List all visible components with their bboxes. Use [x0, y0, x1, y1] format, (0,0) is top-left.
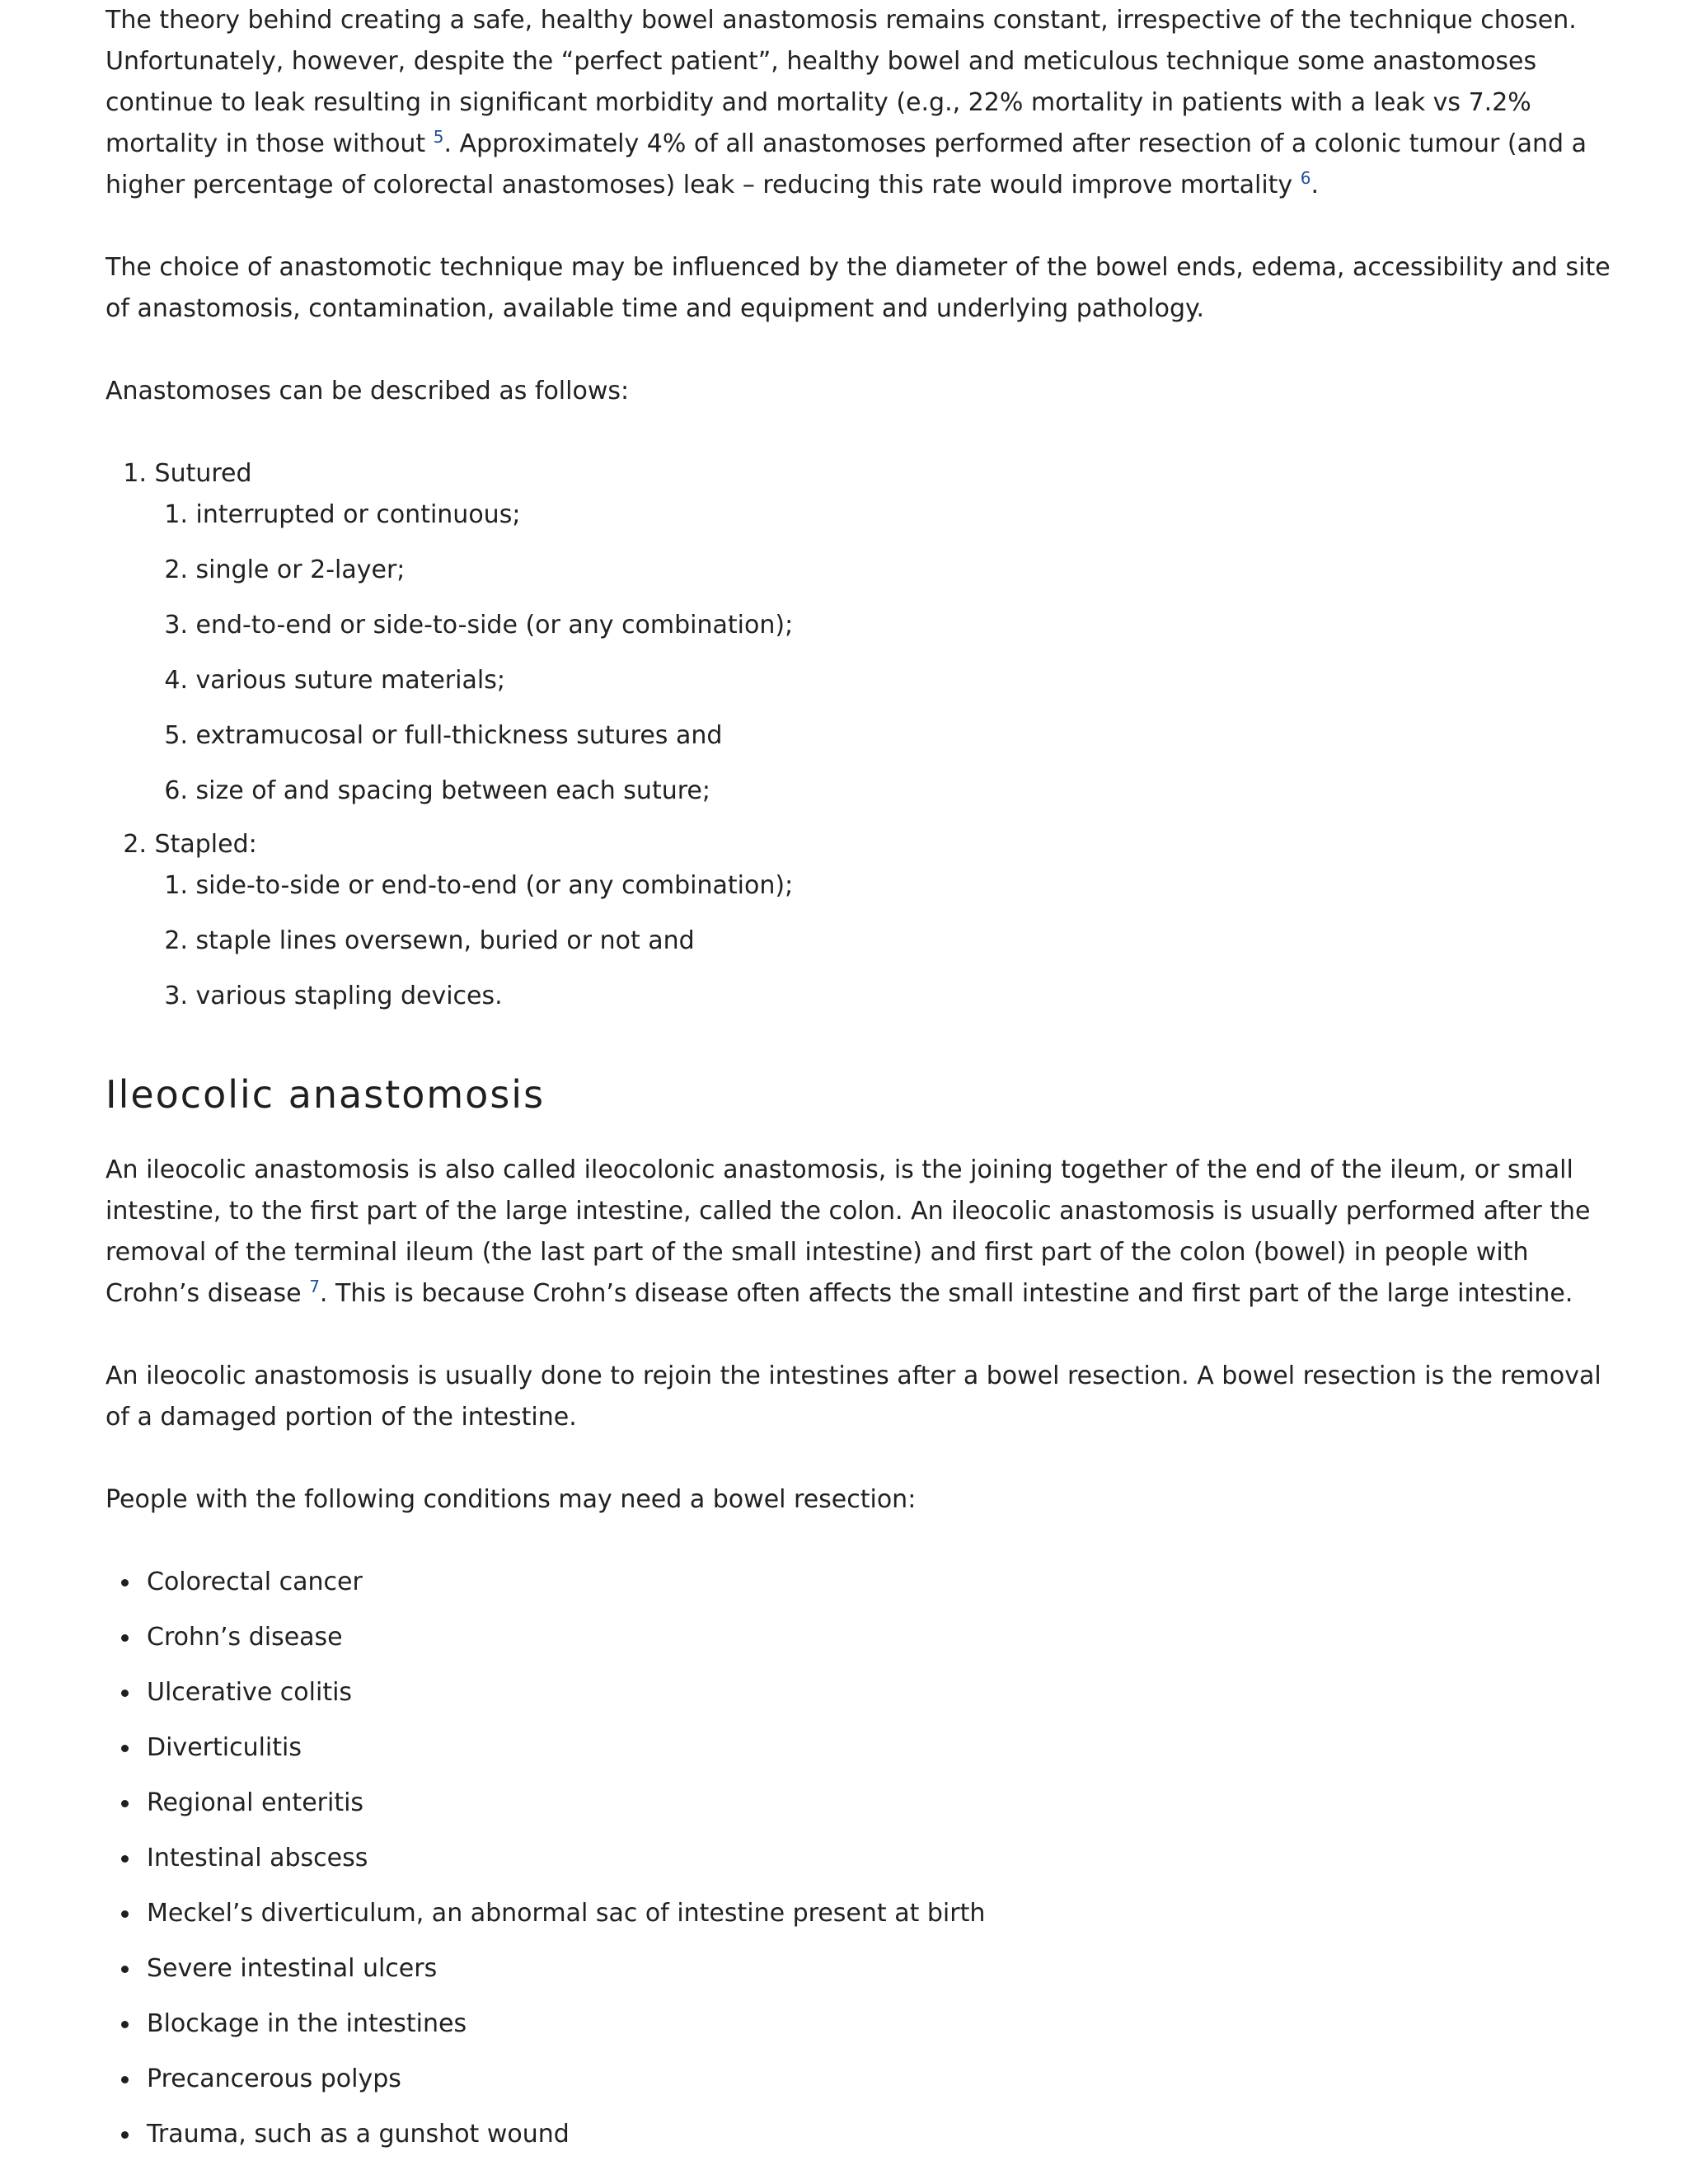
sub-list-number: 2. [164, 926, 188, 955]
reference-link-5[interactable]: 5 [433, 127, 444, 147]
sub-list-text: extramucosal or full-thickness sutures and [195, 721, 723, 750]
condition-item: Regional enteritis [106, 1783, 985, 1838]
sub-list-number: 3. [164, 982, 188, 1010]
section-text-b: . This is because Crohn’s disease often affects the small intestine and first part of the large intestine. [319, 1279, 1573, 1308]
condition-item: Crohn’s disease [106, 1617, 985, 1672]
list-label-stapled [106, 824, 1622, 865]
sub-list-item [106, 771, 1622, 812]
condition-item: Ulcerative colitis [106, 1672, 985, 1727]
intro-paragraph-1 [106, 0, 1622, 206]
sub-list-item [106, 494, 1622, 550]
conditions-list [106, 1562, 985, 2169]
sub-list-number: 1. [164, 871, 188, 900]
sub-list-item [106, 865, 1622, 921]
sub-list-text: staple lines oversewn, buried or not and [195, 926, 695, 955]
sub-list-number: 2. [164, 555, 188, 584]
sub-list-text: interrupted or continuous; [195, 500, 521, 529]
sub-list-item [106, 976, 1622, 1017]
condition-item: Blockage in the intestines [106, 2004, 985, 2059]
intro-paragraph-2: The choice of anastomotic technique may be influenced by the diameter of the bowel ends, edema, accessibility and site of anastomosis, contamination, available time and equipment and underlying pathology. [106, 253, 1611, 323]
sub-list-text: size of and spacing between each suture; [195, 776, 710, 805]
reference-link-7[interactable]: 7 [309, 1277, 320, 1296]
section-heading: Ileocolic anastomosis [106, 1072, 546, 1117]
sutured-sublist [106, 494, 1622, 812]
section-paragraph-2: An ileocolic anastomosis is usually done to rejoin the intestines after a bowel resection. A bowel resection is the removal of a damaged portion of the intestine. [106, 1361, 1601, 1432]
sub-list-text: end-to-end or side-to-side (or any combination); [195, 611, 794, 640]
list-item-sutured [106, 453, 1622, 810]
sub-list-item [106, 605, 1622, 660]
sub-list-item [106, 715, 1622, 771]
condition-item: Colorectal cancer [106, 1562, 985, 1617]
section-text-a: An ileocolic anastomosis is also called ileocolonic anastomosis, is the joining together of the end of the ileum, or small intestine, to the first part of the large intestine, called the colon. An ileocolic anastomosis is usually performed after the removal of the terminal ileum (the last part of the small intestine) and first part of the colon (bowel) in people with Crohn’s disease [106, 1155, 1591, 1308]
sub-list-number: 1. [164, 500, 188, 529]
sub-list-number: 3. [164, 611, 188, 640]
sub-list-text: various suture materials; [195, 666, 505, 695]
anastomosis-types-list [106, 453, 1622, 1017]
list-label-sutured [106, 453, 1622, 494]
list-number: 2. [123, 830, 147, 859]
intro-paragraph-3: Anastomoses can be described as follows: [106, 377, 630, 405]
sub-list-number: 5. [164, 721, 188, 750]
sub-list-text: various stapling devices. [195, 982, 503, 1010]
list-number: 1. [123, 459, 147, 488]
condition-item: Intestinal abscess [106, 1838, 985, 1893]
condition-item: Severe intestinal ulcers [106, 1948, 985, 2004]
sub-list-item [106, 660, 1622, 715]
section-paragraph-3: People with the following conditions may need a bowel resection: [106, 1485, 917, 1514]
sub-list-item [106, 550, 1622, 605]
stapled-sublist [106, 865, 1622, 1017]
sub-list-text: side-to-side or end-to-end (or any combination); [195, 871, 794, 900]
intro-text-b: . Approximately 4% of all anastomoses performed after resection of a colonic tumour (and a higher percentage of colorectal anastomoses) leak – reducing this rate would improve mortality [106, 129, 1587, 199]
list-label-text: Sutured [154, 459, 252, 488]
condition-item: Trauma, such as a gunshot wound [106, 2114, 985, 2169]
sub-list-item [106, 921, 1622, 976]
condition-item: Precancerous polyps [106, 2059, 985, 2114]
sub-list-number: 6. [164, 776, 188, 805]
sub-list-number: 4. [164, 666, 188, 695]
reference-link-6[interactable]: 6 [1300, 168, 1311, 188]
list-label-text: Stapled: [154, 830, 257, 859]
intro-text-c: . [1311, 171, 1319, 199]
sub-list-text: single or 2-layer; [195, 555, 406, 584]
section-paragraph-1 [106, 1150, 1622, 1315]
condition-item: Meckel’s diverticulum, an abnormal sac of intestine present at birth [106, 1893, 985, 1948]
list-item-stapled [106, 824, 1622, 1017]
intro-text-a: The theory behind creating a safe, healthy bowel anastomosis remains constant, irrespective of the technique chosen. Unfortunately, however, despite the “perfect patient”, healthy bowel and meticulous technique some anastomoses continue to leak resulting in significant morbidity and mortality (e.g., 22% mortality in patients with a leak vs 7.2% mortality in those without [106, 6, 1577, 158]
condition-item: Diverticulitis [106, 1727, 985, 1783]
